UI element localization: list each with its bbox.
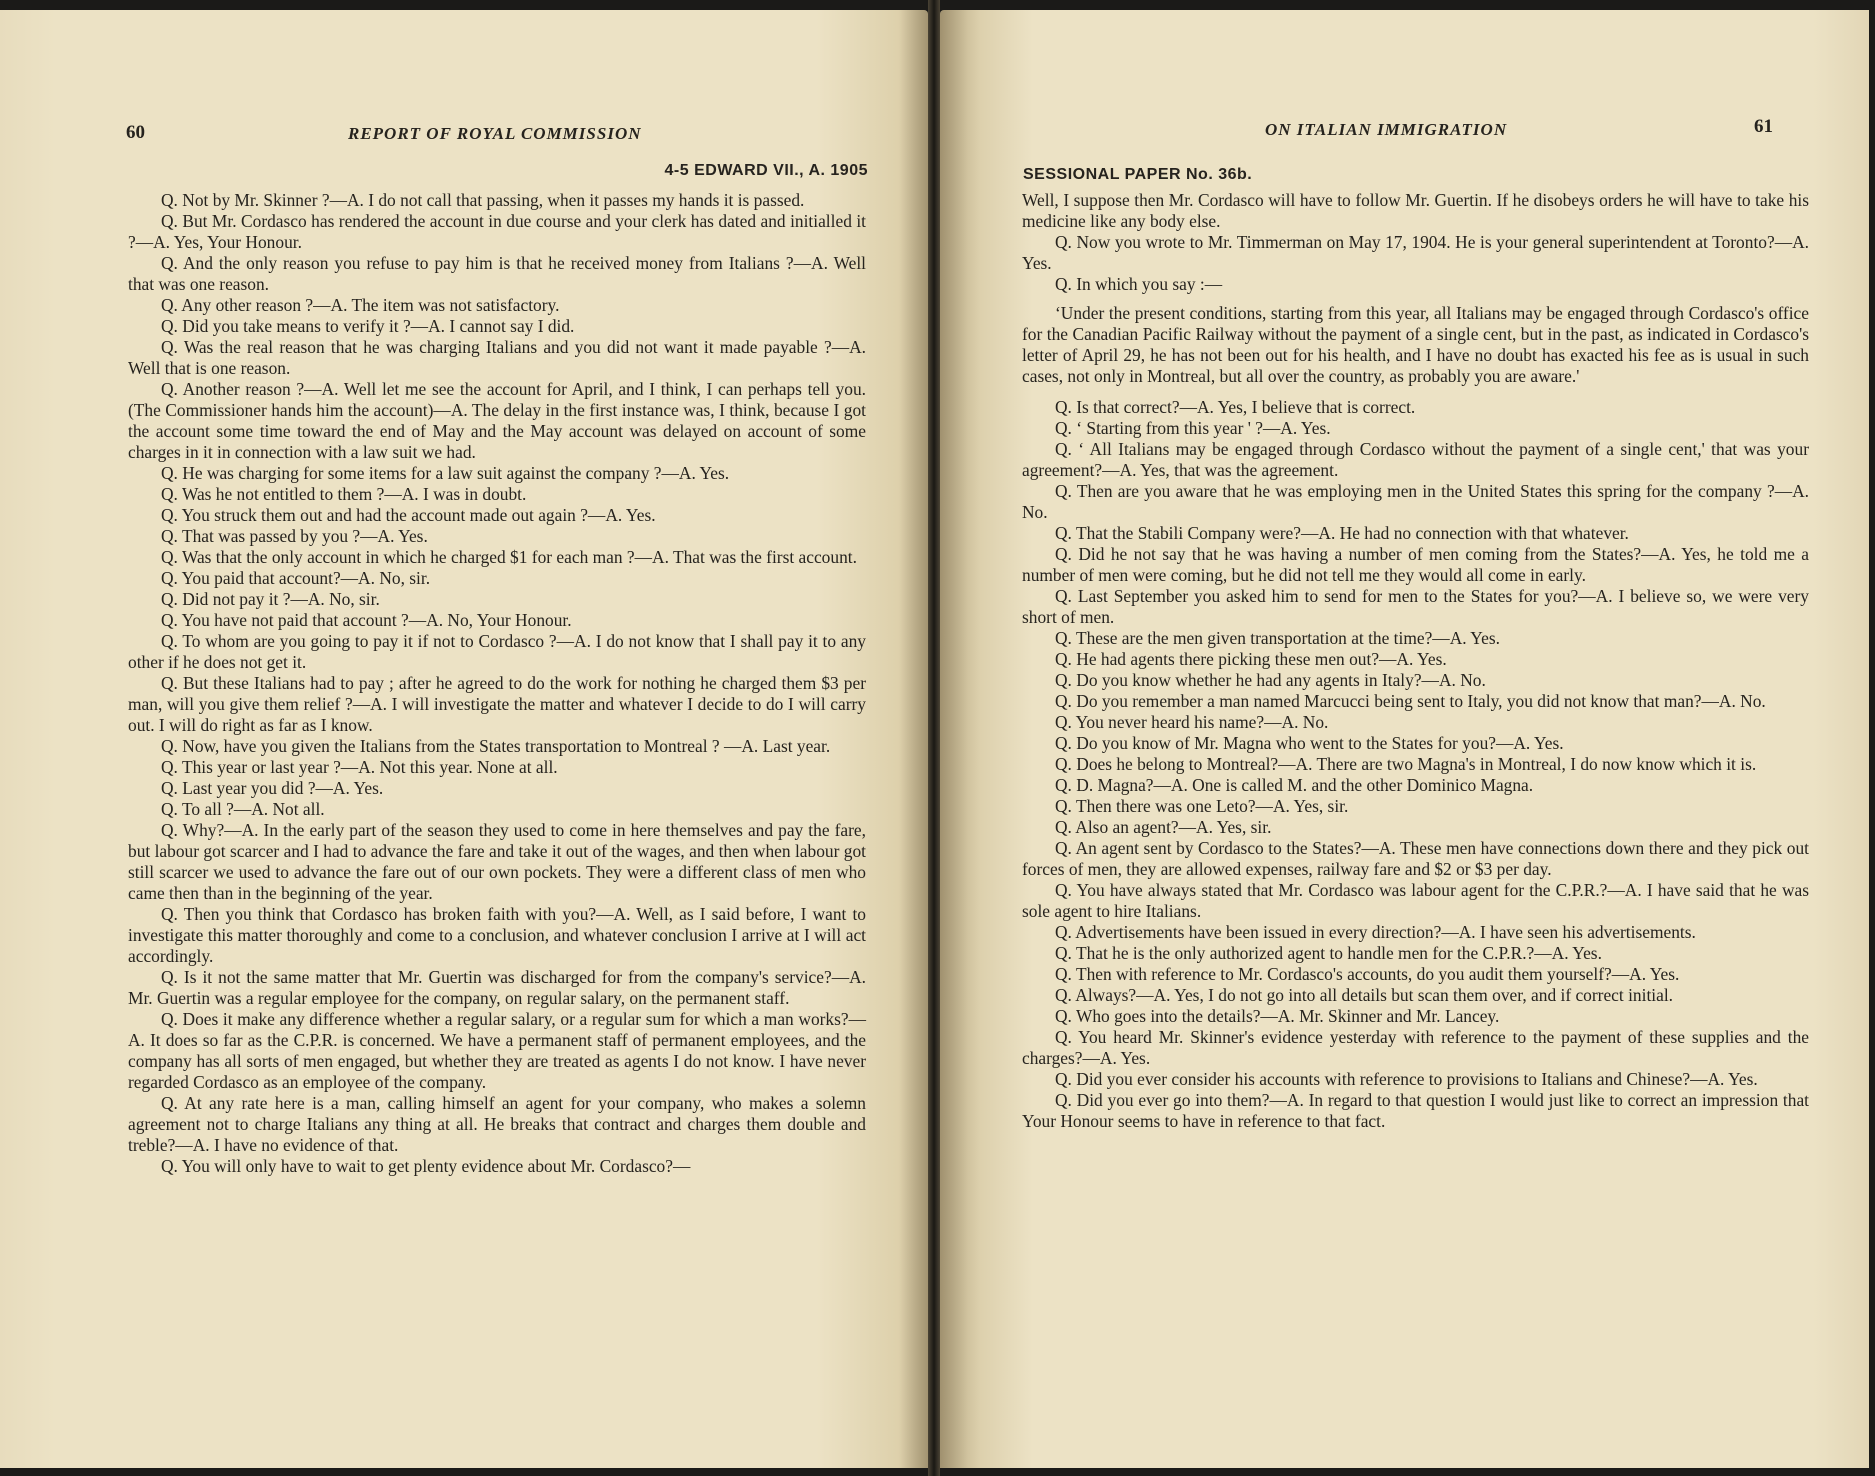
testimony-paragraph: Q. Now you wrote to Mr. Timmerman on May 17, 1904. He is your general superintendent at Toronto?—A. Yes. <box>1022 232 1809 273</box>
testimony-paragraph: Q. Does he belong to Montreal?—A. There are two Magna's in Montreal, I do now know which it is. <box>1055 754 1757 774</box>
testimony-paragraph: Q. Did you ever consider his accounts with reference to provisions to Italians and Chinese?—A. Yes. <box>1055 1069 1758 1089</box>
testimony-paragraph: Q. And the only reason you refuse to pay him is that he received money from Italians ?—A. Well that was one reason. <box>128 253 866 294</box>
testimony-paragraph: Q. Any other reason ?—A. The item was not satisfactory. <box>161 295 560 315</box>
testimony-paragraph: Q. Did he not say that he was having a number of men coming from the States?—A. Yes, he told me a number of men were coming, but he did not tell me they would all come in early. <box>1022 544 1809 585</box>
quoted-letter: ‘Under the present conditions, starting from this year, all Italians may be engaged through Cordasco's office for the Canadian Pacific Railway without the payment of a single cent, but in the past, as indicated in Cordasco's letter of April 29, he has not been out for his health, and I have no doubt has exacted his fee as is usual in such cases, not only in Montreal, but all over the country, as probably you are aware.' <box>1022 303 1809 386</box>
testimony-paragraph: Q. But these Italians had to pay ; after he agreed to do the work for nothing he charged them $3 per man, will you give them relief ?—A. I will investigate the matter and whatever I decide to do I will carry out. I will do right as far as I know. <box>128 673 866 735</box>
testimony-paragraph: Q. Always?—A. Yes, I do not go into all details but scan them over, and if correct initial. <box>1055 985 1674 1005</box>
testimony-paragraph: Q. Then with reference to Mr. Cordasco's accounts, do you audit them yourself?—A. Yes. <box>1055 964 1680 984</box>
right-body-text <box>1022 190 1809 1132</box>
testimony-paragraph: Q. ‘ All Italians may be engaged through Cordasco without the payment of a single cent,' that was your agreement?—A. Yes, that was the agreement. <box>1022 439 1809 480</box>
spine-shadow <box>940 10 980 1468</box>
book-gutter <box>928 0 940 1476</box>
right-page <box>940 10 1869 1468</box>
testimony-paragraph: Q. He was charging for some items for a law suit against the company ?—A. Yes. <box>161 463 730 483</box>
testimony-paragraph: Q. But Mr. Cordasco has rendered the account in due course and your clerk has dated and initialled it ?—A. Yes, Your Honour. <box>128 211 866 252</box>
testimony-paragraph: Q. This year or last year ?—A. Not this year. None at all. <box>161 757 558 777</box>
running-head: REPORT OF ROYAL COMMISSION <box>348 124 642 143</box>
page-number: 61 <box>1754 116 1773 137</box>
testimony-paragraph: Q. You have not paid that account ?—A. No, Your Honour. <box>161 610 572 630</box>
testimony-paragraph: Q. Not by Mr. Skinner ?—A. I do not call that passing, when it passes my hands it is passed. <box>161 190 805 210</box>
testimony-paragraph: Q. Another reason ?—A. Well let me see the account for April, and I think, I can perhaps tell you. (The Commissioner hands him the account)—A. The delay in the first instance was, I think, because I got the account some time toward the end of May and the May account was delayed on account of some charges in it in connection with a law suit we had. <box>128 379 866 462</box>
testimony-paragraph: Q. Now, have you given the Italians from the States transportation to Montreal ? —A. Last year. <box>161 736 831 756</box>
testimony-paragraph: Q. Was he not entitled to them ?—A. I was in doubt. <box>161 484 527 504</box>
testimony-paragraph: Q. Last September you asked him to send for men to the States for you?—A. I believe so, we were very short of men. <box>1022 586 1809 627</box>
page-number: 60 <box>126 122 145 143</box>
testimony-paragraph: Q. An agent sent by Cordasco to the States?—A. These men have connections down there and they pick out forces of men, they are allowed expenses, railway fare and $2 or $3 per day. <box>1022 838 1809 879</box>
left-body-text <box>128 190 866 1177</box>
testimony-paragraph: Q. Is that correct?—A. Yes, I believe that is correct. <box>1055 397 1416 417</box>
testimony-paragraph: Q. You paid that account?—A. No, sir. <box>161 568 431 588</box>
testimony-paragraph: Q. You heard Mr. Skinner's evidence yesterday with reference to the payment of these supplies and the charges?—A. Yes. <box>1022 1027 1809 1068</box>
spine-shadow <box>898 10 928 1468</box>
left-page <box>0 10 928 1468</box>
testimony-paragraph: Q. These are the men given transportation at the time?—A. Yes. <box>1055 628 1500 648</box>
testimony-paragraph: Q. Is it not the same matter that Mr. Guertin was discharged for from the company's service?—A. Mr. Guertin was a regular employee for the company, on regular salary, on the permanent staff. <box>128 967 866 1008</box>
testimony-paragraph: Well, I suppose then Mr. Cordasco will have to follow Mr. Guertin. If he disobeys orders he will have to take his medicine like any body else. <box>1022 190 1809 231</box>
testimony-paragraph: Q. Then you think that Cordasco has broken faith with you?—A. Well, as I said before, I want to investigate this matter thoroughly and come to a conclusion, and whatever conclusion I arrive at I will act accordingly. <box>128 904 866 966</box>
testimony-paragraph: Q. You never heard his name?—A. No. <box>1055 712 1329 732</box>
testimony-paragraph: Q. Last year you did ?—A. Yes. <box>161 778 384 798</box>
testimony-paragraph: Q. You will only have to wait to get plenty evidence about Mr. Cordasco?— <box>161 1156 691 1176</box>
testimony-paragraph: Q. At any rate here is a man, calling himself an agent for your company, who makes a solemn agreement not to charge Italians any thing at all. He breaks that contract and charges them double and treble?—A. I have no evidence of that. <box>128 1093 866 1155</box>
session-line: SESSIONAL PAPER No. 36b. <box>1023 166 1253 183</box>
testimony-paragraph: Q. Advertisements have been issued in every direction?—A. I have seen his advertisements. <box>1055 922 1696 942</box>
testimony-paragraph: Q. Did not pay it ?—A. No, sir. <box>161 589 380 609</box>
testimony-paragraph: Q. In which you say :— <box>1055 274 1223 294</box>
testimony-paragraph: Q. Why?—A. In the early part of the season they used to come in here themselves and pay the fare, but labour got scarcer and I had to advance the fare and take it out of the wages, and then when labour got still scarcer we used to advance the fare out of our own pockets. They were a different class of men who came then than in the beginning of the year. <box>128 820 866 903</box>
testimony-paragraph: Q. Did you take means to verify it ?—A. I cannot say I did. <box>161 316 575 336</box>
testimony-paragraph: Q. You have always stated that Mr. Cordasco was labour agent for the C.P.R.?—A. I have said that he was sole agent to hire Italians. <box>1022 880 1809 921</box>
testimony-paragraph: Q. Then are you aware that he was employing men in the United States this spring for the company ?—A. No. <box>1022 481 1809 522</box>
testimony-paragraph: Q. D. Magna?—A. One is called M. and the other Dominico Magna. <box>1055 775 1534 795</box>
testimony-paragraph: Q. To all ?—A. Not all. <box>161 799 325 819</box>
session-line: 4-5 EDWARD VII., A. 1905 <box>664 162 868 179</box>
testimony-paragraph: Q. Was that the only account in which he charged $1 for each man ?—A. That was the first account. <box>161 547 857 567</box>
testimony-paragraph: Q. To whom are you going to pay it if not to Cordasco ?—A. I do not know that I shall pay it to any other if he does not get it. <box>128 631 866 672</box>
testimony-paragraph: Q. Does it make any difference whether a regular salary, or a regular sum for which a man works?—A. It does so far as the C.P.R. is concerned. We have a permanent staff of permanent employees, and the company has all sorts of men engaged, but whether they are treated as agents I do not know. I have never regarded Cordasco as an employee of the company. <box>128 1009 866 1092</box>
testimony-paragraph: Q. Was the real reason that he was charging Italians and you did not want it made payable ?—A. Well that is one reason. <box>128 337 866 378</box>
testimony-paragraph: Q. That the Stabili Company were?—A. He had no connection with that whatever. <box>1055 523 1629 543</box>
paragraphs-after-quote <box>1022 397 1809 1132</box>
testimony-paragraph: Q. You struck them out and had the account made out again ?—A. Yes. <box>161 505 656 525</box>
testimony-paragraph: Q. Also an agent?—A. Yes, sir. <box>1055 817 1272 837</box>
testimony-paragraph: Q. Do you know whether he had any agents in Italy?—A. No. <box>1055 670 1486 690</box>
testimony-paragraph: Q. Do you know of Mr. Magna who went to the States for you?—A. Yes. <box>1055 733 1564 753</box>
testimony-paragraph: Q. Then there was one Leto?—A. Yes, sir. <box>1055 796 1349 816</box>
testimony-paragraph: Q. Did you ever go into them?—A. In regard to that question I would just like to correct an impression that Your Honour seems to have in reference to that fact. <box>1022 1090 1809 1131</box>
testimony-paragraph: Q. He had agents there picking these men out?—A. Yes. <box>1055 649 1447 669</box>
paragraphs-before-quote <box>1022 190 1809 295</box>
testimony-paragraph: Q. Who goes into the details?—A. Mr. Skinner and Mr. Lancey. <box>1055 1006 1500 1026</box>
testimony-paragraph: Q. That he is the only authorized agent to handle men for the C.P.R.?—A. Yes. <box>1055 943 1602 963</box>
testimony-paragraph: Q. That was passed by you ?—A. Yes. <box>161 526 428 546</box>
testimony-paragraph: Q. Do you remember a man named Marcucci being sent to Italy, you did not know that man?—A. No. <box>1055 691 1766 711</box>
testimony-paragraph: Q. ‘ Starting from this year ' ?—A. Yes. <box>1055 418 1331 438</box>
running-head: ON ITALIAN IMMIGRATION <box>1265 120 1508 139</box>
